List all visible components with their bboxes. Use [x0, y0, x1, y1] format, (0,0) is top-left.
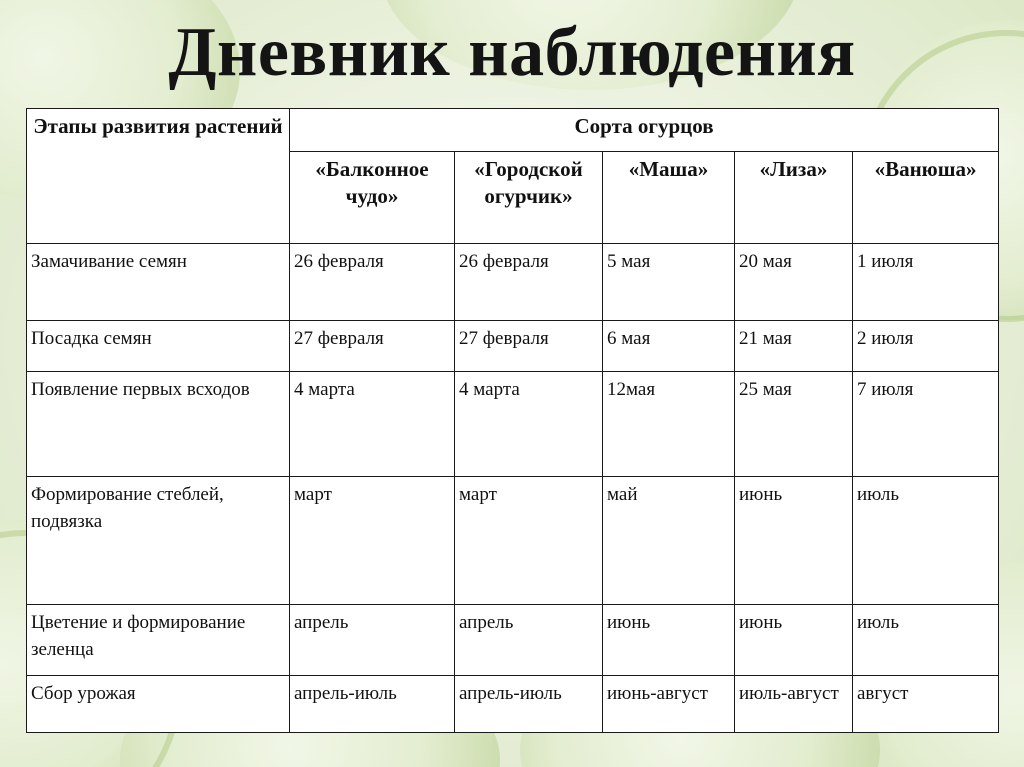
date-cell: 4 марта [290, 372, 455, 477]
date-cell: апрель [455, 605, 603, 676]
variety-header: «Ванюша» [853, 152, 999, 244]
date-cell: июнь-август [603, 676, 735, 733]
stage-cell: Формирование стеблей, подвязка [27, 477, 290, 605]
varieties-group-header: Сорта огурцов [290, 109, 999, 152]
stage-column-header: Этапы развития растений [27, 109, 290, 244]
table-row [27, 477, 999, 605]
date-cell: 5 мая [603, 244, 735, 321]
date-cell: 6 мая [603, 321, 735, 372]
variety-header: «Маша» [603, 152, 735, 244]
stage-cell: Сбор урожая [27, 676, 290, 733]
date-cell: 25 мая [735, 372, 853, 477]
table-row [27, 372, 999, 477]
date-cell: июнь [735, 477, 853, 605]
date-cell: апрель-июль [290, 676, 455, 733]
date-cell: 20 мая [735, 244, 853, 321]
date-cell: 1 июля [853, 244, 999, 321]
date-cell: 12мая [603, 372, 735, 477]
date-cell: март [455, 477, 603, 605]
date-cell: 26 февраля [455, 244, 603, 321]
variety-header: «Городской огурчик» [455, 152, 603, 244]
date-cell: 2 июля [853, 321, 999, 372]
date-cell: июль-август [735, 676, 853, 733]
date-cell: май [603, 477, 735, 605]
variety-header: «Балконное чудо» [290, 152, 455, 244]
date-cell: 4 марта [455, 372, 603, 477]
table-row [27, 676, 999, 733]
date-cell: июль [853, 477, 999, 605]
observation-table [26, 108, 999, 733]
table-row [27, 321, 999, 372]
date-cell: июнь [603, 605, 735, 676]
page-title: Дневник наблюдения [168, 14, 856, 91]
date-cell: апрель [290, 605, 455, 676]
date-cell: июль [853, 605, 999, 676]
date-cell: 26 февраля [290, 244, 455, 321]
table-row [27, 605, 999, 676]
date-cell: август [853, 676, 999, 733]
date-cell: июнь [735, 605, 853, 676]
stage-cell: Посадка семян [27, 321, 290, 372]
date-cell: март [290, 477, 455, 605]
table-row [27, 244, 999, 321]
date-cell: апрель-июль [455, 676, 603, 733]
date-cell: 21 мая [735, 321, 853, 372]
date-cell: 7 июля [853, 372, 999, 477]
stage-cell: Появление первых всходов [27, 372, 290, 477]
variety-header: «Лиза» [735, 152, 853, 244]
stage-cell: Замачивание семян [27, 244, 290, 321]
date-cell: 27 февраля [455, 321, 603, 372]
date-cell: 27 февраля [290, 321, 455, 372]
stage-cell: Цветение и формирование зеленца [27, 605, 290, 676]
